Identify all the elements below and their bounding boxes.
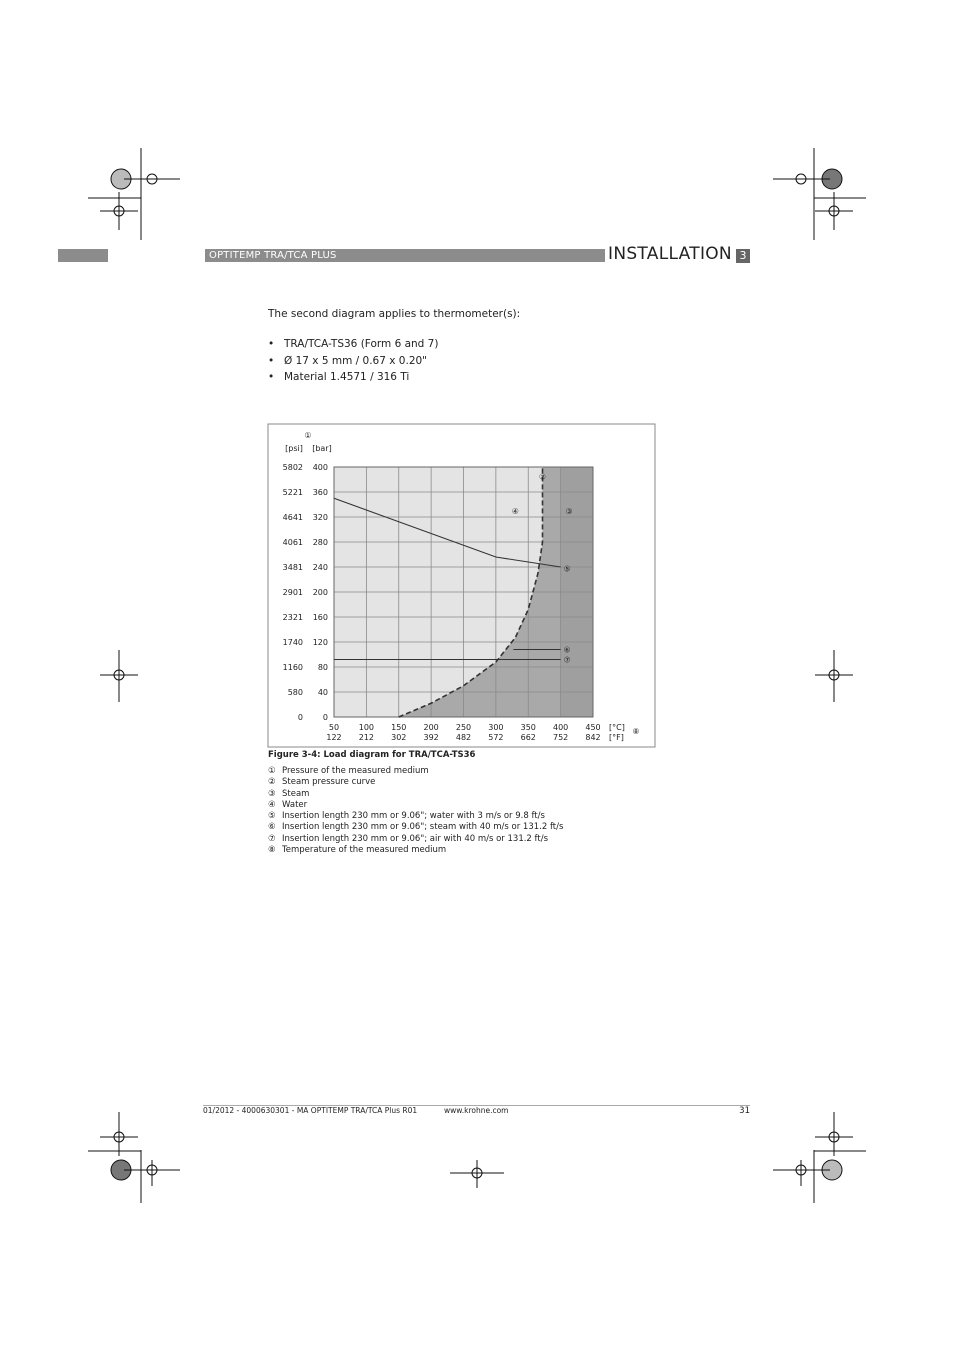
y-tick-label-psi: 3481	[282, 563, 303, 572]
x-tick-label-f: 662	[520, 733, 536, 742]
legend-item: ⑤ Insertion length 230 mm or 9.06"; water with 3 m/s or 9.8 ft/s	[268, 811, 545, 822]
x-tick-label-f: 752	[552, 733, 569, 742]
y-tick-label-psi: 0	[297, 713, 303, 722]
bullet-icon: •	[268, 371, 275, 383]
legend-item: ④ Water	[268, 799, 308, 810]
x-tick-label-f: 302	[391, 733, 407, 742]
page-number: 31	[739, 1106, 750, 1116]
y-tick-label-psi: 5221	[282, 488, 303, 497]
x-tick-label-c: 200	[423, 723, 439, 732]
x-tick-label-f: 212	[358, 733, 375, 742]
legend-item: ⑦ Insertion length 230 mm or 9.06"; air with 40 m/s or 131.2 ft/s	[268, 833, 549, 844]
series-marker: ⑤	[563, 564, 571, 574]
x-tick-label-c: 350	[520, 723, 536, 732]
legend-item: ⑥ Insertion length 230 mm or 9.06"; steam with 40 m/s or 131.2 ft/s	[268, 822, 564, 833]
y-tick-label-bar: 120	[312, 638, 328, 647]
x-tick-label-f: 482	[455, 733, 472, 742]
y-tick-label-bar: 400	[312, 463, 328, 472]
x-tick-label-c: 250	[455, 723, 472, 732]
y-tick-label-bar: 40	[317, 688, 328, 697]
figure-caption: Figure 3-4: Load diagram for TRA/TCA-TS36	[268, 750, 476, 760]
series-marker: ⑦	[563, 655, 571, 665]
region-marker: ③	[565, 506, 573, 516]
x-tick-label-f: 572	[488, 733, 504, 742]
footer-url[interactable]: www.krohne.com	[444, 1106, 509, 1115]
y-tick-label-psi: 2901	[282, 588, 303, 597]
y-tick-label-bar: 320	[312, 513, 328, 522]
bullet-icon: •	[268, 354, 275, 367]
footer-document-id: 01/2012 - 4000630301 - MA OPTITEMP TRA/TCA Plus R01	[203, 1106, 418, 1115]
y-tick-label-bar: 80	[317, 663, 328, 672]
legend-item: ① Pressure of the measured medium	[268, 766, 429, 776]
list-item: • TRA/TCA-TS36 (Form 6 and 7)	[268, 336, 438, 353]
y-tick-label-psi: 1740	[282, 638, 303, 647]
x-tick-label-f: 122	[326, 733, 342, 742]
y-tick-label-psi: 4641	[282, 513, 303, 522]
series-marker: ②	[538, 472, 547, 482]
legend-item: ② Steam pressure curve	[268, 777, 376, 788]
intro-text: The second diagram applies to thermometer(s):	[268, 308, 521, 320]
x-unit-c: [°C]	[609, 723, 625, 732]
x-tick-label-c: 450	[585, 723, 601, 732]
section-title: INSTALLATION	[608, 244, 732, 264]
figure-legend	[268, 766, 563, 856]
y-tick-label-bar: 360	[312, 488, 328, 497]
x-axis-marker: ⑧	[632, 727, 640, 736]
list-item: • Ø 17 x 5 mm / 0.67 x 0.20"	[268, 353, 438, 370]
y-unit-psi: [psi]	[285, 444, 303, 453]
x-tick-label-c: 100	[358, 723, 375, 732]
x-tick-label-f: 842	[585, 733, 601, 742]
x-unit-f: [°F]	[609, 733, 624, 742]
y-tick-label-bar: 0	[322, 713, 328, 722]
y-tick-label-psi: 2321	[282, 613, 303, 622]
region-marker: ④	[511, 506, 519, 516]
x-tick-label-c: 400	[552, 723, 569, 732]
y-tick-label-psi: 5802	[282, 463, 303, 472]
x-tick-label-f: 392	[423, 733, 439, 742]
y-tick-label-psi: 1160	[282, 663, 303, 672]
y-tick-label-psi: 580	[287, 688, 303, 697]
y-tick-label-bar: 160	[312, 613, 328, 622]
y-axis-marker: ①	[304, 431, 312, 440]
x-tick-label-c: 150	[391, 723, 407, 732]
y-tick-label-bar: 280	[312, 538, 328, 547]
legend-item: ⑧ Temperature of the measured medium	[268, 845, 447, 856]
x-tick-label-c: 300	[488, 723, 504, 732]
list-item: • Material 1.4571 / 316 Ti	[268, 369, 438, 386]
bullet-icon: •	[268, 338, 275, 350]
series-marker: ⑥	[563, 645, 571, 655]
legend-item: ③ Steam	[268, 788, 310, 799]
y-tick-label-bar: 200	[312, 588, 328, 597]
y-tick-label-psi: 4061	[282, 538, 303, 547]
section-number-badge: 3	[736, 249, 750, 263]
x-tick-label-c: 50	[328, 723, 340, 732]
document-title: OPTITEMP TRA/TCA PLUS	[209, 250, 337, 261]
y-tick-label-bar: 240	[312, 563, 328, 572]
y-unit-bar: [bar]	[312, 444, 332, 453]
